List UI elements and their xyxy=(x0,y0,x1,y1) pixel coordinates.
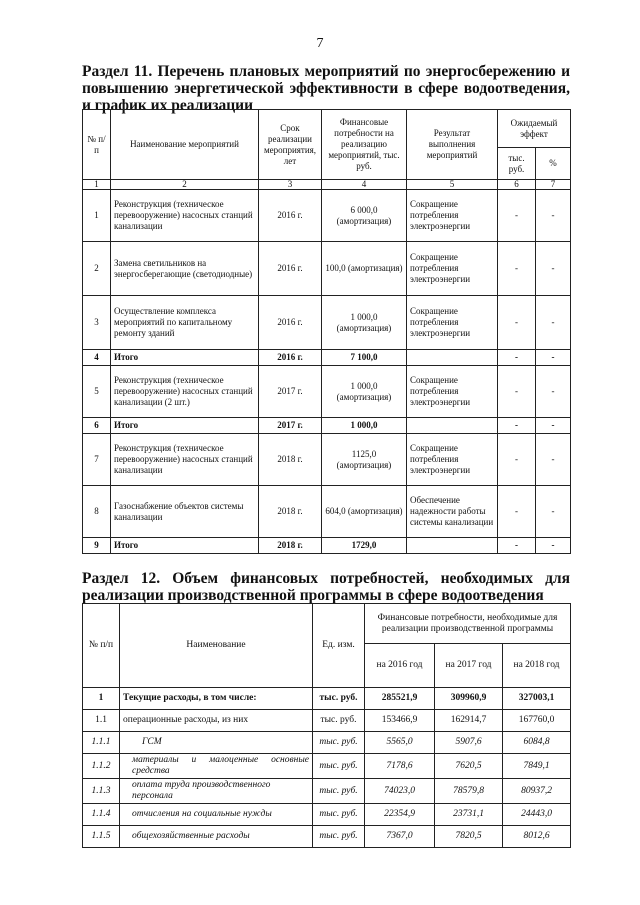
row-effect-pct: - xyxy=(536,538,571,554)
row-effect-rub: - xyxy=(498,434,536,486)
table-row xyxy=(83,486,571,538)
row-name: Реконструкция (техническое перевооружение) насосных станций канализации xyxy=(111,190,259,242)
row-finance: 1729,0 xyxy=(322,538,407,554)
energy-measures-table xyxy=(82,109,571,554)
header-num: № п/п xyxy=(83,604,120,688)
total-row xyxy=(83,418,571,434)
row-effect-rub: - xyxy=(498,190,536,242)
row-num: 7 xyxy=(83,434,111,486)
row-unit: тыс. руб. xyxy=(313,804,365,826)
table-row xyxy=(83,804,571,826)
row-term: 2018 г. xyxy=(259,486,322,538)
row-num: 9 xyxy=(83,538,111,554)
row-2016: 7178,6 xyxy=(365,754,435,779)
row-num: 4 xyxy=(83,350,111,366)
row-term: 2016 г. xyxy=(259,350,322,366)
row-unit: тыс. руб. xyxy=(313,779,365,804)
row-2016: 74023,0 xyxy=(365,779,435,804)
row-finance: 604,0 (амортизация) xyxy=(322,486,407,538)
row-finance: 1 000,0 (амортизация) xyxy=(322,366,407,418)
row-num: 8 xyxy=(83,486,111,538)
row-2018: 167760,0 xyxy=(503,710,571,732)
row-term: 2017 г. xyxy=(259,366,322,418)
header-2018: на 2018 год xyxy=(503,644,571,688)
row-num: 1 xyxy=(83,190,111,242)
row-name: Реконструкция (техническое перевооружение) насосных станций канализации (2 шт.) xyxy=(111,366,259,418)
table-row xyxy=(83,434,571,486)
row-effect-pct: - xyxy=(536,434,571,486)
row-name: Осуществление комплекса мероприятий по капитальному ремонту зданий xyxy=(111,296,259,350)
row-name: Реконструкция (техническое перевооружение) насосных станций канализации xyxy=(111,434,259,486)
row-effect-rub: - xyxy=(498,418,536,434)
row-name: оплата труда производственного персонала xyxy=(120,779,313,804)
row-unit: тыс. руб. xyxy=(313,732,365,754)
row-2017: 78579,8 xyxy=(435,779,503,804)
header-num: № п/п xyxy=(83,110,111,180)
table-row xyxy=(83,190,571,242)
row-term: 2017 г. xyxy=(259,418,322,434)
row-effect-rub: - xyxy=(498,242,536,296)
table-row xyxy=(83,754,571,779)
row-name: Итого xyxy=(111,350,259,366)
table-header-row xyxy=(83,604,571,644)
header-finance: Финансовые потребности, необходимые для реализации производственной программы xyxy=(365,604,571,644)
row-result: Сокращение потребления электроэнергии xyxy=(407,434,498,486)
table-row xyxy=(83,688,571,710)
table-header-row xyxy=(83,110,571,148)
table-row xyxy=(83,366,571,418)
row-num: 1.1.5 xyxy=(83,826,120,848)
row-num: 1.1 xyxy=(83,710,120,732)
row-2018: 7849,1 xyxy=(503,754,571,779)
row-unit: тыс. руб. xyxy=(313,826,365,848)
row-finance: 7 100,0 xyxy=(322,350,407,366)
row-term: 2016 г. xyxy=(259,296,322,350)
row-effect-pct: - xyxy=(536,486,571,538)
row-num: 3 xyxy=(83,296,111,350)
row-effect-rub: - xyxy=(498,350,536,366)
colnum-7: 7 xyxy=(536,180,571,190)
row-name: ГСМ xyxy=(120,732,313,754)
row-2018: 24443,0 xyxy=(503,804,571,826)
row-result: Сокращение потребления электроэнергии xyxy=(407,296,498,350)
header-effect-rub: тыс. руб. xyxy=(498,148,536,180)
row-effect-pct: - xyxy=(536,296,571,350)
row-term: 2018 г. xyxy=(259,538,322,554)
table-row xyxy=(83,242,571,296)
header-effect-pct: % xyxy=(536,148,571,180)
row-2017: 7820,5 xyxy=(435,826,503,848)
row-2017: 23731,1 xyxy=(435,804,503,826)
colnum-1: 1 xyxy=(83,180,111,190)
row-2017: 7620,5 xyxy=(435,754,503,779)
row-num: 5 xyxy=(83,366,111,418)
row-finance: 1125,0 (амортизация) xyxy=(322,434,407,486)
row-name: Итого xyxy=(111,418,259,434)
row-2018: 80937,2 xyxy=(503,779,571,804)
row-num: 1.1.1 xyxy=(83,732,120,754)
row-2017: 5907,6 xyxy=(435,732,503,754)
section-12-title: Раздел 12. Объем финансовых потребностей, необходимых для реализации производственной программы в сфере водоотведения xyxy=(82,570,570,604)
row-2016: 5565,0 xyxy=(365,732,435,754)
colnum-4: 4 xyxy=(322,180,407,190)
row-effect-pct: - xyxy=(536,366,571,418)
row-effect-pct: - xyxy=(536,242,571,296)
row-2016: 22354,9 xyxy=(365,804,435,826)
header-effect: Ожидаемый эффект xyxy=(498,110,571,148)
row-num: 1.1.3 xyxy=(83,779,120,804)
row-name: отчисления на социальные нужды xyxy=(120,804,313,826)
row-name: общехозяйственные расходы xyxy=(120,826,313,848)
row-effect-rub: - xyxy=(498,366,536,418)
row-2016: 7367,0 xyxy=(365,826,435,848)
row-name: Замена светильников на энергосберегающие (светодиодные) xyxy=(111,242,259,296)
colnum-2: 2 xyxy=(111,180,259,190)
row-result xyxy=(407,418,498,434)
row-effect-pct: - xyxy=(536,350,571,366)
row-2018: 8012,6 xyxy=(503,826,571,848)
colnum-5: 5 xyxy=(407,180,498,190)
row-num: 1 xyxy=(83,688,120,710)
row-finance: 1 000,0 xyxy=(322,418,407,434)
column-number-row xyxy=(83,180,571,190)
row-effect-rub: - xyxy=(498,296,536,350)
row-2017: 309960,9 xyxy=(435,688,503,710)
row-2016: 285521,9 xyxy=(365,688,435,710)
table-row xyxy=(83,296,571,350)
page-number: 7 xyxy=(316,36,324,51)
header-2016: на 2016 год xyxy=(365,644,435,688)
header-2017: на 2017 год xyxy=(435,644,503,688)
row-effect-pct: - xyxy=(536,190,571,242)
financial-needs-table xyxy=(82,603,571,848)
header-name: Наименование xyxy=(120,604,313,688)
row-effect-pct: - xyxy=(536,418,571,434)
row-name: операционные расходы, из них xyxy=(120,710,313,732)
row-2018: 327003,1 xyxy=(503,688,571,710)
section-11-title: Раздел 11. Перечень плановых мероприятий по энергосбережению и повышению энергетической эффективности в сфере водоотведения, и график их реализации xyxy=(82,63,570,114)
total-row xyxy=(83,538,571,554)
row-2018: 6084,8 xyxy=(503,732,571,754)
row-result xyxy=(407,538,498,554)
row-num: 2 xyxy=(83,242,111,296)
table-row xyxy=(83,826,571,848)
row-result: Сокращение потребления электроэнергии xyxy=(407,366,498,418)
row-num: 6 xyxy=(83,418,111,434)
header-name: Наименование мероприятий xyxy=(111,110,259,180)
header-unit: Ед. изм. xyxy=(313,604,365,688)
row-name: Итого xyxy=(111,538,259,554)
header-finance: Финансовые потребности на реализацию мероприятий, тыс. руб. xyxy=(322,110,407,180)
row-effect-rub: - xyxy=(498,538,536,554)
table-row xyxy=(83,732,571,754)
row-num: 1.1.4 xyxy=(83,804,120,826)
row-unit: тыс. руб. xyxy=(313,754,365,779)
colnum-6: 6 xyxy=(498,180,536,190)
row-num: 1.1.2 xyxy=(83,754,120,779)
row-term: 2018 г. xyxy=(259,434,322,486)
row-finance: 100,0 (амортизация) xyxy=(322,242,407,296)
row-term: 2016 г. xyxy=(259,242,322,296)
row-2016: 153466,9 xyxy=(365,710,435,732)
header-result: Результат выполнения мероприятий xyxy=(407,110,498,180)
row-result xyxy=(407,350,498,366)
row-unit: тыс. руб. xyxy=(313,688,365,710)
total-row xyxy=(83,350,571,366)
table-row xyxy=(83,779,571,804)
header-term: Срок реализации мероприятия, лет xyxy=(259,110,322,180)
row-result: Сокращение потребления электроэнергии xyxy=(407,190,498,242)
row-2017: 162914,7 xyxy=(435,710,503,732)
row-effect-rub: - xyxy=(498,486,536,538)
row-name: материалы и малоценные основные средства xyxy=(120,754,313,779)
row-finance: 1 000,0 (амортизация) xyxy=(322,296,407,350)
table-row xyxy=(83,710,571,732)
colnum-3: 3 xyxy=(259,180,322,190)
row-result: Обеспечение надежности работы системы канализации xyxy=(407,486,498,538)
row-unit: тыс. руб. xyxy=(313,710,365,732)
row-name: Текущие расходы, в том числе: xyxy=(120,688,313,710)
row-name: Газоснабжение объектов системы канализации xyxy=(111,486,259,538)
row-term: 2016 г. xyxy=(259,190,322,242)
row-finance: 6 000,0 (амортизация) xyxy=(322,190,407,242)
row-result: Сокращение потребления электроэнергии xyxy=(407,242,498,296)
